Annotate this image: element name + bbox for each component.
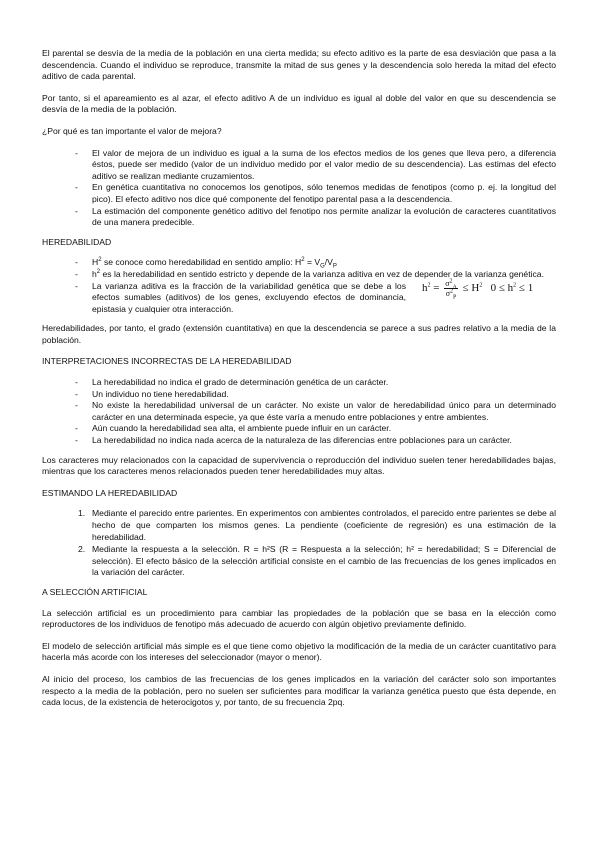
heritability-formula: $h^2$ = $\frac{\sigma^2_A}{\sigma^2_P}$ ≤ $H^2$ $0 \le h^2 \le 1$ xyxy=(422,277,534,301)
paragraph-caracteres: Los caracteres muy relacionados con la capacidad de supervivencia o reproducción del individuo suelen tener heredabilidades bajas, mientras que los caracteres menos relacionados pueden tener heredabilidades muy altas. xyxy=(42,454,556,477)
heading-seleccion-artificial: A SELECCIÓN ARTIFICIAL xyxy=(42,586,148,597)
list-item: - $H^2$ se conoce como heredabilidad en sentido amplio: $H^2 = V_G/V_P$ xyxy=(75,257,337,271)
paragraph-inicio-proceso: Al inicio del proceso, los cambios de las frecuencias de los genes implicados en la variación del carácter solo son importantes respecto a la media de la población, pero no suelen ser suficientes para modificar la varianza genética puesto que ésta depende, en cada locus, de la existencia de heterocigotos y, por tanto, de su frecuencia 2pq. xyxy=(42,673,556,708)
paragraph-seleccion-definicion: La selección artificial es un procedimiento para cambiar las propiedades de la población que se basa en la elección como reproductores de los individuos de fenotipo más adecuado de acuerdo con algún objetivo previamente definido. xyxy=(42,607,556,630)
list-heredabilidad xyxy=(42,257,556,315)
list-item: - En genética cuantitativa no conocemos los genotipos, sólo tenemos medidas de fenotipos (como p. ej. la longitud del pico). El efecto aditivo nos dice qué componente del fenotipo parental pasa a la descendencia. xyxy=(75,182,556,204)
list-item: - $h^2$ es la heredabilidad en sentido estricto y depende de la varianza aditiva en vez de depender de la varianza genética. xyxy=(75,268,544,279)
paragraph-modelo-seleccion: El modelo de selección artificial más simple es el que tiene como objetivo la modificación de la media de un carácter cuantitativo para hacerla más acorde con los intereses del seleccionador (mayor o menor). xyxy=(42,640,556,663)
list-interpretaciones xyxy=(42,377,556,447)
paragraph-heredabilidades: Heredabilidades, por tanto, el grado (extensión cuantitativa) en que la descendencia se parece a sus padres relativo a la media de la población. xyxy=(42,323,556,345)
document-page xyxy=(42,48,556,719)
heading-estimando: ESTIMANDO LA HEREDABILIDAD xyxy=(42,487,178,498)
heading-heredabilidad: HEREDABILIDAD xyxy=(42,236,112,247)
list-item: - La heredabilidad no indica nada acerca de la naturaleza de las diferencias entre poblaciones para un carácter. xyxy=(75,435,512,446)
list-item: - La heredabilidad no indica el grado de determinación genética de un carácter. xyxy=(75,377,389,388)
list-item: - No existe la heredabilidad universal de un carácter. No existe un valor de heredabilidad único para un determinado carácter en una determinada especie, ya que éste varía a menudo entre poblaciones y entre ambientes. xyxy=(75,400,556,422)
question-valor-mejora: ¿Por qué es tan importante el valor de mejora? xyxy=(42,125,222,136)
list-item: - Un individuo no tiene heredabilidad. xyxy=(75,388,229,399)
heading-interpretaciones: INTERPRETACIONES INCORRECTAS DE LA HEREDABILIDAD xyxy=(42,356,292,367)
list-item: 1. Mediante el parecido entre parientes. En experimentos con ambientes controlados, el parecido entre parientes se debe al hecho de que comparten los mismos genes. La pendiente (coeficiente de regresión) es una estimación de la heredabilidad. xyxy=(78,508,556,542)
list-estimando xyxy=(42,508,556,579)
list-valor-mejora xyxy=(42,148,556,229)
paragraph-parental: El parental se desvía de la media de la población en una cierta medida; su efecto aditivo es la parte de esa desviación que pasa a la descendencia. Cuando el individuo se reproduce, transmite la mitad de sus genes y la descendencia solo hereda la mitad del efecto aditivo de cada parental. xyxy=(42,48,556,82)
list-item: - La estimación del componente genético aditivo del fenotipo nos permite analizar la evolución de caracteres cuantitativos de una manera predecible. xyxy=(75,205,556,228)
list-item: 2. Mediante la respuesta a la selección. R = h²S (R = Respuesta a la selección; h² = heredabilidad; S = Diferencial de selección). El efecto básico de la selección artificial consiste en el cambio de las frecuencias de los genes implicados en la variación del carácter. xyxy=(78,544,556,578)
list-item: - La varianza aditiva es la fracción de la variabilidad genética que se debe a los efectos sumables (aditivos) de los genes, excluyendo efectos de dominancia, epistasia y cualquier otra interacción. $h^2$ = $\frac{\sigma^2_A}{\sigma^2_P}$ ≤ $H^2$ $0 \le h^2 \le 1$ xyxy=(42,281,556,316)
list-item: - Aún cuando la heredabilidad sea alta, el ambiente puede influir en un carácter. xyxy=(75,423,392,434)
paragraph-apareamiento: Por tanto, si el apareamiento es al azar, el efecto aditivo A de un individuo es igual al doble del valor en que su descendencia se desvía de la media de la población. xyxy=(42,92,556,115)
list-item: - El valor de mejora de un individuo es igual a la suma de los efectos medios de los genes que lleva pero, a diferencia éstos, puede ser medido (valor de un individuo medido por el valor medio de su descendencia). Las estimas del efecto aditivo se realizan mediante cruzamientos. xyxy=(75,147,556,181)
